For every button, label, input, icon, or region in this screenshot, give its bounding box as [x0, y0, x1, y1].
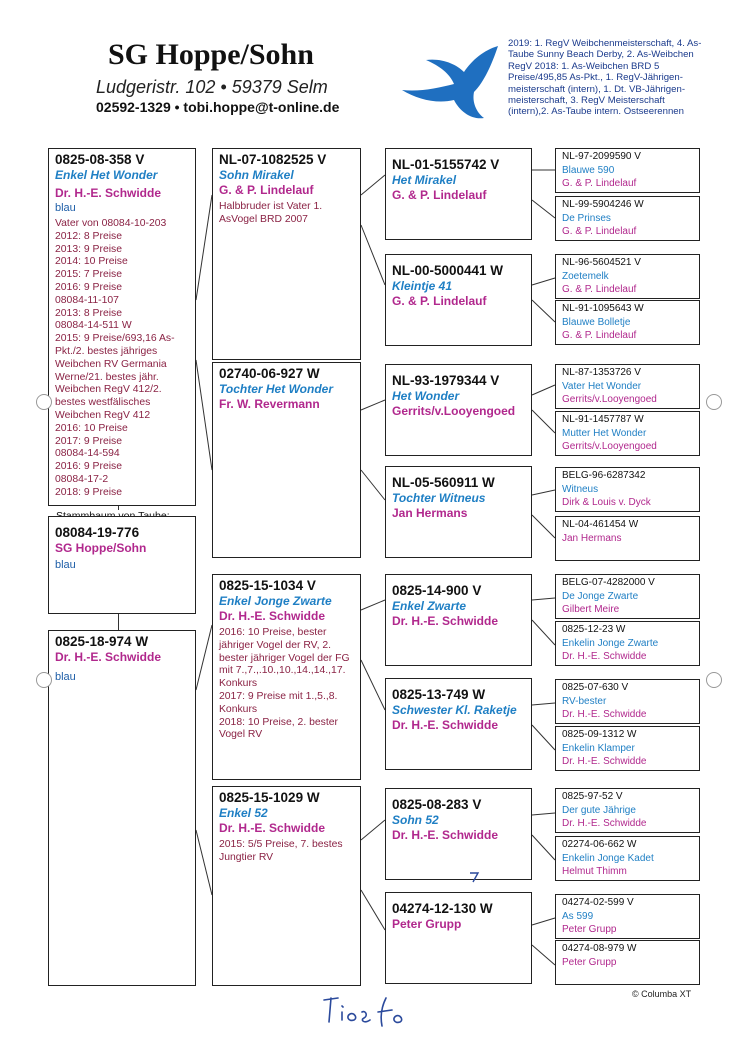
subject-color: blau: [55, 559, 76, 571]
ancestor-breeder: Dr. H.-E. Schwidde: [562, 651, 647, 663]
gp-breeder: Dr. H.-E. Schwidde: [219, 821, 326, 835]
ancestor-ring: BELG-96-6287342: [562, 470, 646, 481]
great-grandparent-box[interactable]: [385, 364, 532, 456]
subject-breeder: SG Hoppe/Sohn: [55, 541, 147, 555]
punch-hole: [706, 394, 722, 410]
ancestor-ring: NL-96-5604521 V: [562, 257, 641, 268]
ggp-ring: NL-93-1979344 V: [392, 373, 500, 388]
ancestor-breeder: Peter Grupp: [562, 924, 617, 936]
gp-ring: 02740-06-927 W: [219, 366, 320, 381]
great-grandparent-box[interactable]: [385, 254, 532, 346]
father-box[interactable]: [48, 148, 196, 506]
ggp-name: Enkel Zwarte: [392, 599, 467, 613]
ancestor-ring: NL-99-5904246 W: [562, 199, 644, 210]
ancestor-box[interactable]: [555, 726, 700, 771]
father-name: Enkel Het Wonder: [55, 168, 158, 182]
ggp-breeder: G. & P. Lindelauf: [392, 294, 487, 308]
great-grandparent-box[interactable]: [385, 892, 532, 984]
ggp-ring: NL-05-560911 W: [392, 475, 495, 490]
ggp-ring: 0825-08-283 V: [392, 797, 482, 812]
ggp-ring: 0825-13-749 W: [392, 687, 486, 702]
ggp-ring: NL-00-5000441 W: [392, 263, 504, 278]
ggp-name: Kleintje 41: [392, 279, 453, 293]
ggp-name: Het Wonder: [392, 389, 460, 403]
ancestor-name: RV-bester: [562, 695, 607, 707]
grandparent-box[interactable]: [212, 574, 361, 780]
address: Ludgeristr. 102 • 59379 Selm: [96, 77, 328, 97]
gp-ring: 0825-15-1029 W: [219, 790, 320, 805]
ggp-name: Het Mirakel: [392, 173, 457, 187]
ggp-name: Schwester Kl. Raketje: [392, 703, 517, 717]
grandparent-box[interactable]: [212, 148, 361, 360]
page-title: SG Hoppe/Sohn: [108, 38, 314, 71]
ancestor-breeder: G. & P. Lindelauf: [562, 284, 637, 296]
ancestor-ring: NL-97-2099590 V: [562, 151, 641, 162]
ggp-breeder: Peter Grupp: [392, 917, 462, 931]
ggp-name: Tochter Witneus: [392, 491, 486, 505]
ancestor-box[interactable]: [555, 679, 700, 724]
ancestor-ring: 04274-08-979 W: [562, 943, 637, 954]
gp-ring: 0825-15-1034 V: [219, 578, 316, 593]
ancestor-box[interactable]: [555, 836, 700, 881]
ggp-breeder: Dr. H.-E. Schwidde: [392, 614, 499, 628]
gp-name: Enkel 52: [219, 806, 268, 820]
ancestor-name: De Jonge Zwarte: [562, 590, 639, 602]
ancestor-breeder: Dr. H.-E. Schwidde: [562, 756, 647, 768]
ancestor-box[interactable]: [555, 516, 700, 561]
pen-mark-icon: [468, 870, 480, 884]
gp-breeder: Dr. H.-E. Schwidde: [219, 609, 326, 623]
ancestor-ring: BELG-07-4282000 V: [562, 577, 655, 588]
father-notes: Vater von 08084-10-203 2012: 8 Preise 2013: 9 Preise 2014: 10 Preise 2015: 7 Preise 2016: 9 Preise 08084-11-107 2013: 8 Preise 08084-14-511 W 2015: 9 Preise/693,16 As-Pkt./2. bestes jähriges Weibchen RV Germania Werne/21. bestes jähr. Weibchen RegV 412/2. bestes westfälisches Weibchen RegV 412 2016: 10 Preise 2017: 9 Preise 08084-14-594 2016: 9 Preise 08084-17-2 2018: 9 Preise: [55, 218, 175, 498]
ancestor-box[interactable]: [555, 894, 700, 939]
great-grandparent-box[interactable]: [385, 574, 532, 666]
achievements: 2019: 1. RegV Weibchenmeisterschaft, 4. As-Taube Sunny Beach Derby, 2. As-Weibchen RegV 2018: 1. As-Weibchen BRD 5 Preise/495,85 As-Pkt., 1. RegV-Jährigen-meisterschaft (intern), 1. Dt. VB-Jährigen-meisterschaft, 3. RegV Meisterschaft (intern),2. As-Taube intern. Ostseerennen: [508, 38, 702, 118]
ancestor-breeder: Dr. H.-E. Schwidde: [562, 818, 647, 830]
great-grandparent-box[interactable]: [385, 788, 532, 880]
ancestor-box[interactable]: [555, 788, 700, 833]
ggp-ring: 04274-12-130 W: [392, 901, 493, 916]
ancestor-breeder: Dirk & Louis v. Dyck: [562, 497, 651, 509]
ancestor-name: De Prinses: [562, 212, 611, 224]
ggp-ring: 0825-14-900 V: [392, 583, 482, 598]
ancestor-ring: 0825-97-52 V: [562, 791, 623, 802]
ancestor-name: Enkelin Jonge Zwarte: [562, 637, 659, 649]
ancestor-ring: NL-91-1095643 W: [562, 303, 644, 314]
ancestor-name: Enkelin Klamper: [562, 742, 635, 754]
ancestor-box[interactable]: [555, 940, 700, 985]
ancestor-box[interactable]: [555, 621, 700, 666]
ancestor-breeder: Gerrits/v.Looyengoed: [562, 394, 657, 406]
gp-name: Sohn Mirakel: [219, 168, 294, 182]
ancestor-name: Blauwe 590: [562, 164, 615, 176]
ancestor-ring: 02274-06-662 W: [562, 839, 637, 850]
ancestor-breeder: G. & P. Lindelauf: [562, 226, 637, 238]
ggp-breeder: Dr. H.-E. Schwidde: [392, 718, 499, 732]
signature-icon: [318, 992, 428, 1032]
ancestor-name: Blauwe Bolletje: [562, 316, 631, 328]
ancestor-breeder: G. & P. Lindelauf: [562, 330, 637, 342]
ancestor-name: Zoetemelk: [562, 270, 609, 282]
ancestor-ring: NL-91-1457787 W: [562, 414, 644, 425]
ancestor-box[interactable]: [555, 411, 700, 456]
ggp-breeder: Jan Hermans: [392, 506, 468, 520]
ancestor-name: Der gute Jährige: [562, 804, 636, 816]
ancestor-ring: NL-04-461454 W: [562, 519, 639, 530]
gp-name: Tochter Het Wonder: [219, 382, 334, 396]
ancestor-ring: 04274-02-599 V: [562, 897, 634, 908]
father-ring: 0825-08-358 V: [55, 152, 145, 167]
gp-breeder: G. & P. Lindelauf: [219, 183, 314, 197]
ancestor-box[interactable]: [555, 148, 700, 193]
ancestor-breeder: Gerrits/v.Looyengoed: [562, 441, 657, 453]
ancestor-box[interactable]: [555, 196, 700, 241]
gp-breeder: Fr. W. Revermann: [219, 397, 320, 411]
footer-copyright: © Columba XT: [632, 989, 692, 999]
father-breeder: Dr. H.-E. Schwidde: [55, 186, 162, 200]
ggp-ring: NL-01-5155742 V: [392, 157, 500, 172]
ancestor-box[interactable]: [555, 254, 700, 299]
father-color: blau: [55, 202, 76, 214]
ancestor-breeder: Dr. H.-E. Schwidde: [562, 709, 647, 721]
punch-hole: [36, 672, 52, 688]
great-grandparent-box[interactable]: [385, 148, 532, 240]
ancestor-box[interactable]: [555, 300, 700, 345]
ancestor-name: Mutter Het Wonder: [562, 427, 647, 439]
ggp-breeder: Gerrits/v.Looyengoed: [392, 404, 516, 418]
mother-breeder: Dr. H.-E. Schwidde: [55, 650, 162, 664]
gp-notes: 2016: 10 Preise, bester jähriger Vogel der RV, 2. bester jähriger Vogel der FG mit 7.,7.,.10.,10.,14.,14.,17. Konkurs 2017: 9 Preise mit 1.,5.,8. Konkurs 2018: 10 Preise, 2. bester Vogel RV: [219, 627, 350, 741]
punch-hole: [706, 672, 722, 688]
great-grandparent-box[interactable]: [385, 466, 532, 558]
ggp-breeder: G. & P. Lindelauf: [392, 188, 487, 202]
ancestor-name: Enkelin Jonge Kadet: [562, 852, 654, 864]
gp-notes: 2015: 5/5 Preise, 7. bestes Jungtier RV: [219, 839, 343, 863]
ancestor-box[interactable]: [555, 574, 700, 619]
grandparent-box[interactable]: [212, 362, 361, 558]
punch-hole: [36, 394, 52, 410]
mother-color: blau: [55, 671, 76, 683]
great-grandparent-box[interactable]: [385, 678, 532, 770]
ggp-breeder: Dr. H.-E. Schwidde: [392, 828, 499, 842]
subject-box[interactable]: [48, 516, 196, 614]
ancestor-ring: 0825-12-23 W: [562, 624, 626, 635]
ancestor-breeder: Jan Hermans: [562, 532, 622, 544]
ancestor-name: Vater Het Wonder: [562, 380, 642, 392]
mother-box[interactable]: [48, 630, 196, 986]
subject-ring: 08084-19-776: [55, 525, 140, 540]
gp-ring: NL-07-1082525 V: [219, 152, 327, 167]
mother-ring: 0825-18-974 W: [55, 634, 149, 649]
ancestor-box[interactable]: [555, 467, 700, 512]
ancestor-ring: 0825-09-1312 W: [562, 729, 637, 740]
ancestor-breeder: Helmut Thimm: [562, 866, 627, 878]
gp-name: Enkel Jonge Zwarte: [219, 594, 332, 608]
gp-notes: Halbbruder ist Vater 1. AsVogel BRD 2007: [219, 201, 323, 225]
contact-info: 02592-1329 • tobi.hoppe@t-online.de: [96, 99, 340, 115]
ancestor-breeder: Gilbert Meire: [562, 604, 620, 616]
ancestor-name: As 599: [562, 910, 594, 922]
ancestor-ring: NL-87-1353726 V: [562, 367, 641, 378]
ancestor-name: Witneus: [562, 483, 599, 495]
ancestor-ring: 0825-07-630 V: [562, 682, 629, 693]
ancestor-breeder: G. & P. Lindelauf: [562, 178, 637, 190]
ggp-name: Sohn 52: [392, 813, 439, 827]
ancestor-box[interactable]: [555, 364, 700, 409]
ancestor-breeder: Peter Grupp: [562, 956, 617, 968]
grandparent-box[interactable]: [212, 786, 361, 986]
